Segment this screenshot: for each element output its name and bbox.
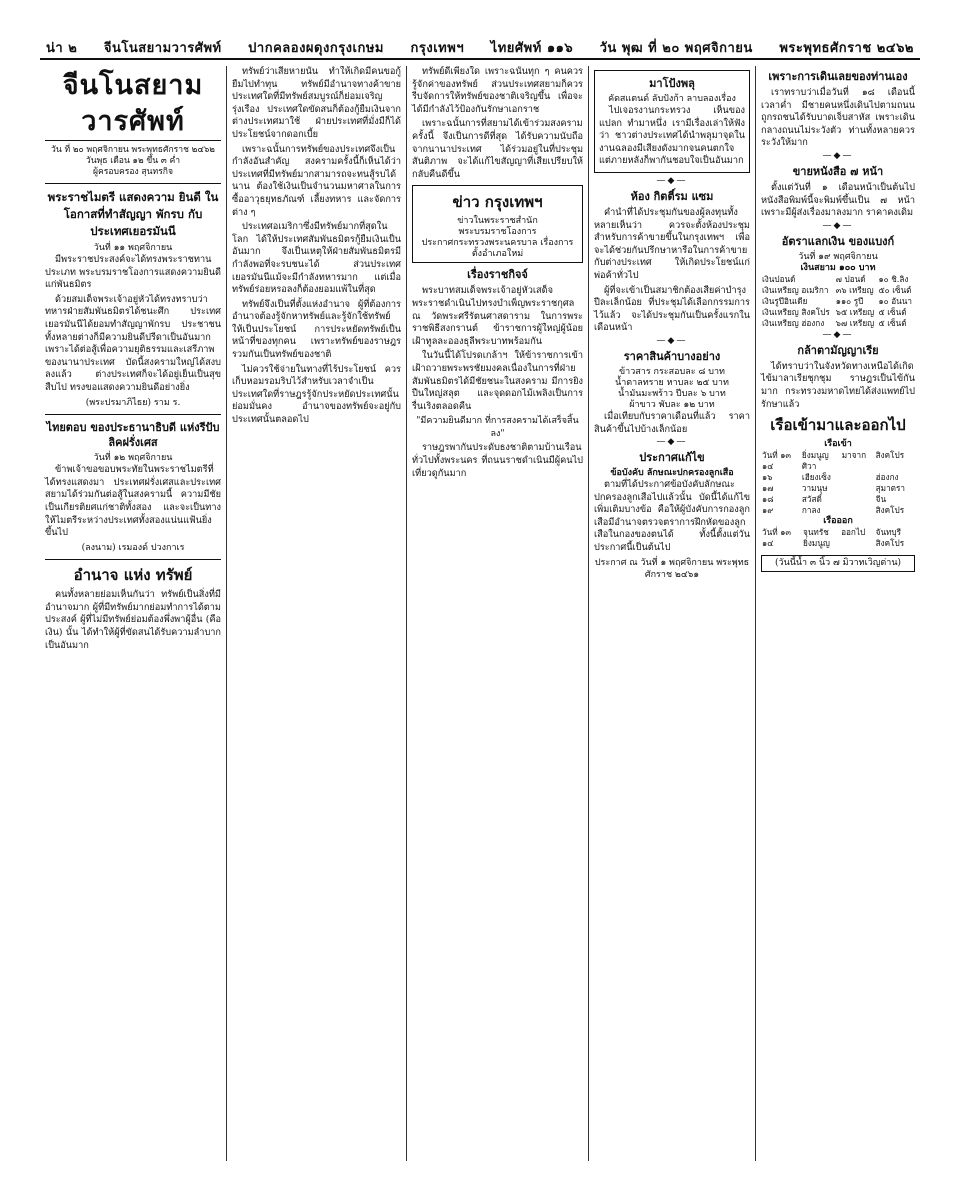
ship-row	[761, 494, 915, 505]
article-paragraph: ได้ทราบว่าในจังหวัดทางเหนือได้เกิดไข้มาลาเรียชุกชุม ราษฎรเป็นไข้กันมาก กระทรวงมหาดไทยได้ส่งแพทย์ไปรักษาแล้ว	[761, 360, 915, 410]
notice-box	[594, 70, 750, 173]
section-bullet: พระบรมราชโองการ	[458, 227, 537, 238]
table-cell: ๑๖	[762, 472, 773, 483]
rates-date: วันที่ ๑๙ พฤศจิกายน	[798, 251, 878, 262]
table-cell: มาจาก	[841, 450, 867, 461]
price-list	[594, 367, 750, 411]
table-cell: วันที่ ๑๓	[762, 527, 791, 538]
ship-row	[761, 461, 915, 472]
column-name: ปากคลองผดุงกรุงเกษม	[248, 40, 384, 56]
article-paragraph: ไม่ควรใช้จ่ายในทางที่ไร้ประโยชน์ ควรเก็บหอมรอมริบไว้สำหรับเวลาจำเป็น ประเทศใดที่ราษฎรรู้จักประหยัดประเทศนั้นย่อมมั่นคง อำนาจของทรัพย์จะอยู่กับประเทศนั้นตลอดไป	[232, 363, 401, 426]
ornament-divider: —◆—	[656, 437, 688, 448]
column-3	[406, 66, 588, 1161]
table-cell: ๑๙	[762, 505, 774, 516]
ship-row	[761, 472, 915, 483]
subheading: คัดสแตนด์ ลับปังก้า ลาบลองเรื่อง	[608, 94, 736, 104]
article-paragraph: เพราะฉนั้นการทรัพย์ของประเทศจึงเป็นกำลังอันสำคัญ สงครามครั้งนี้ก็เห็นได้ว่าประเทศที่มีทรัพย์มากสามารถจะทนสู้รบได้นาน ต้องใช้เงินเป็นจำนวนมหาศาลในการซื้ออาวุธยุทธภัณฑ์ เลี้ยงทหาร และจัดการต่าง ๆ	[232, 143, 401, 218]
divider	[45, 414, 221, 415]
headline-reply: ไทยตอบ ของประธานาธิบดี แห่งรีปับลิคฝรั่งเศส	[46, 421, 220, 450]
nameplate: จีนโนสยามวารศัพท์	[45, 68, 221, 141]
table-cell: เงินรูปีอินเดีย	[762, 295, 808, 306]
table-cell	[841, 505, 875, 516]
table-cell	[841, 494, 875, 505]
headline-chamber: ห้อง กิตติ์รม แซม	[630, 189, 714, 203]
table-cell: ฮ่องกง	[875, 472, 899, 483]
tide-note: (วันนี้น้ำ ๓ นิ้ว ๗ มิวาทเวิญต่าน)	[761, 555, 915, 572]
table-cell: ๖๗ เหรียญ	[835, 317, 875, 328]
news-section-box	[412, 185, 583, 263]
column-2	[226, 66, 406, 1161]
ornament-divider: —◆—	[656, 175, 688, 186]
ornament-divider: —◆—	[822, 150, 854, 161]
table-cell	[841, 461, 875, 472]
ship-row	[761, 538, 915, 549]
price-item: น้ำตาลทราย หาบละ ๒๕ บาท	[615, 377, 729, 388]
ornament-divider: —◆—	[822, 220, 854, 231]
article-paragraph: ในวันนี้ได้โปรดเกล้าฯ ให้ข้าราชการเข้าเฝ้าถวายพระพรชัยมงคลเนื่องในการที่ฝ่ายสัมพันธมิตรได้มีชัยชนะในสงคราม มีการยิงปืนใหญ่สลุต และจุดดอกไม้เพลิงเป็นการรื่นเริงตลอดคืน	[412, 350, 583, 412]
article-paragraph: คำนำที่ได้ประชุมกันของผู้ลงทุนทั้งหลายเห็นว่า ควรจะตั้งห้องประชุมสำหรับการค้าขายขึ้นในกรุงเทพฯ เพื่อจะได้ช่วยกันปรึกษาหารือในการค้าขายกับต่างประเทศ ให้เกิดประโยชน์แก่พ่อค้าทั่วไป	[594, 206, 750, 281]
article-paragraph: ทรัพย์ว่าเสียหายนั้น ทำให้เกิดมีคนขอกู้ยืมไปทำทุน ทรัพย์มีอำนาจทางค้าขาย ประเทศใดที่มีทรัพย์สมบูรณ์ก็ย่อมเจริญรุ่งเรือง ประเทศใดขัดสนก็ต้องกู้ยืมเงินจากต่างประเทศมาใช้ ฝ่ายประเทศที่มั่งมีก็ได้ประโยชน์จากดอกเบี้ย	[232, 66, 401, 140]
headline-fireworks: มาโป้งพลุ	[649, 77, 695, 90]
notice-signoff: ประกาศ ณ วันที่ ๑ พฤศจิกายน พระพุทธศักราช ๒๔๖๑	[594, 557, 750, 581]
columns	[40, 66, 920, 1161]
meta-date: วัน ที่ ๒๐ พฤศจิกายน พระพุทธศักราช ๒๔๖๒	[51, 145, 215, 155]
article-paragraph: พระบาทสมเด็จพระเจ้าอยู่หัวเสด็จพระราชดำเนินไปทรงบำเพ็ญพระราชกุศล ณ วัดพระศรีรัตนศาสดาราม ในการพระราชพิธีสงกรานต์ ข้าราชการผู้ใหญ่ผู้น้อยเฝ้าทูลละอองธุลีพระบาทพร้อมกัน	[412, 285, 583, 347]
headline-malaria: กล้าตามัญญาเรีย	[797, 343, 879, 357]
dateline: วันที่ ๑๑ พฤศจิกายน	[93, 243, 173, 253]
table-cell: ๕ เซ็นต์	[878, 306, 907, 317]
headline-royal-message: พระราชไมตรี แสดงความ ยินดี ในโอกาสที่ทำสัญญา พักรบ กับ ประเทศเยอรมันนี	[47, 190, 219, 238]
table-cell: ๑๗	[762, 483, 774, 494]
table-cell: สิงคโปร	[875, 450, 905, 461]
table-cell: จุนทรัช	[803, 527, 829, 538]
running-header	[40, 36, 920, 60]
table-cell: เงินเหรียญ อเมริกา	[762, 284, 829, 295]
table-cell: ยิ่งมนูญ	[803, 538, 830, 549]
royal-signature: (พระปรมาภิไธย) ราม ร.	[85, 397, 181, 408]
ships-out-heading: เรือออก	[823, 516, 853, 527]
table-cell	[841, 483, 875, 494]
table-cell: สวัสดิ์	[801, 494, 822, 505]
paper-name: จีนโนสยามวารศัพท์	[103, 40, 222, 56]
article-paragraph: เมื่อเทียบกับราคาเดือนที่แล้ว ราคาสินค้าขึ้นไปบ้างเล็กน้อย	[594, 410, 750, 435]
table-cell: ยิ่งมนูญ	[801, 450, 829, 461]
subheading: ข้อบังคับ ลักษณะปกครองลูกเสือ	[610, 468, 734, 479]
exchange-rate-table	[761, 274, 915, 329]
issue-number: ไทยศัพท์ ๑๑๖	[490, 40, 574, 56]
headline-seven-pages: ขายหนังสือ ๗ หน้า	[792, 164, 884, 178]
table-cell: ๖๕ เหรียญ	[835, 306, 875, 317]
ship-row	[761, 483, 915, 494]
article-paragraph: ด้วยสมเด็จพระเจ้าอยู่หัวได้ทรงทราบว่า ทหารฝ่ายสัมพันธมิตรได้ชนะศึก ประเทศเยอรมันนีได้ยอมทำสัญญาพักรบ ประชาชนทั้งหลายต่างก็มีความยินดีปรีดาเป็นอันมาก เพราะได้ต่อสู้เพื่อความยุติธรรมและเสรีภาพของนานาประเทศ บัดนี้สงครามใหญ่ได้สงบลงแล้ว ต่างประเทศก็จะได้อยู่เย็นเป็นสุขสืบไป ทรงขอแสดงความยินดีอย่างยิ่ง	[45, 293, 221, 393]
article-paragraph: ไปเจอรงานกระทรวง เห็นของแปลก ทำมาหนึ่ง เรามีเรื่องเล่าให้ฟังว่า ชาวต่างประเทศได้นำพลุมาจุดในงานฉลองมีเสียงดังมากจนคนตกใจ แต่ภายหลังก็พากันชอบใจเป็นอันมาก	[599, 105, 745, 167]
article-paragraph: เพราะฉนั้นการที่สยามได้เข้าร่วมสงครามครั้งนี้ จึงเป็นการดีที่สุด ได้รับความนับถือจากนานาประเทศ ได้ร่วมอยู่ในที่ประชุมสันติภาพ จะได้แก้ไขสัญญาที่เสียเปรียบให้กลับคืนดีขึ้น	[412, 118, 583, 180]
rate-row	[761, 285, 915, 296]
ships-in-table	[761, 450, 915, 516]
table-cell: ๑๑๐ รูปี	[835, 295, 864, 306]
table-cell: ๗ ปอนด์	[835, 273, 866, 284]
article-paragraph: ข้าพเจ้าขอขอบพระทัยในพระราชไมตรีที่ได้ทรงแสดงมา ประเทศฝรั่งเศสและประเทศสยามได้ร่วมกันต่อสู้ในสงครามนี้ ความมีชัยเป็นเกียรติยศแก่ชาติทั้งสอง และจะเป็นทางให้ไมตรีระหว่างประเทศทั้งสองแน่นแฟ้นยิ่งขึ้นไป	[45, 464, 221, 539]
table-cell: เฮียงเซ็ง	[801, 472, 831, 483]
table-cell: วามนุษ	[801, 483, 828, 494]
article-paragraph: ทรัพย์ดีเพียงใด เพราะฉนั้นทุก ๆ คนควรรู้จักค่าของทรัพย์ ส่วนประเทศสยามก็ควรรีบจัดการให้ทรัพย์ของชาติเจริญขึ้น เพื่อจะได้มีกำลังไว้ป้องกันรักษาเอกราช	[412, 66, 583, 115]
table-cell: เงินเหรียญ ฮ่องกง	[762, 317, 825, 328]
article-paragraph: ราษฎรพากันประดับธงชาติตามบ้านเรือนทั่วไปทั้งพระนคร ที่ถนนราชดำเนินมีผู้คนไปเที่ยวดูกันมาก	[412, 442, 583, 479]
headline-shipping: เรือเข้ามาและออกไป	[770, 416, 906, 435]
ships-out-table	[761, 527, 915, 549]
table-cell: เงินปอนด์	[762, 273, 796, 284]
page-number: น่า ๒	[46, 40, 78, 56]
headline-prices: ราคาสินค้าบางอย่าง	[623, 349, 721, 363]
table-cell: จันทบุรี	[875, 527, 902, 538]
article-paragraph: มีพระราชประสงค์จะได้ทรงพระราชทานประเภท พระบรมราชโองการแสดงความยินดีแก่พันธมิตร	[45, 254, 221, 291]
president-signature: (ลงนาม) เรมองด์ ปวงกาเร	[81, 542, 185, 553]
ornament-divider: —◆—	[822, 329, 854, 340]
quoted-statement: "มีความยินดีมาก ที่การสงครามได้เสร็จสิ้นลง"	[416, 416, 579, 439]
article-paragraph: ตามที่ได้ประกาศข้อบังคับลักษณะปกครองลูกเสือไปแล้วนั้น บัดนี้ได้แก้ไขเพิ่มเติมบางข้อ คือให้ผู้บังคับการกองลูกเสือมีอำนาจตรวจตราการฝึกหัดของลูกเสือในกองของตนได้ ทั้งนี้ตั้งแต่วันประกาศนี้เป็นต้นไป	[594, 479, 750, 554]
rate-row	[761, 318, 915, 329]
headline-royal-affairs: เรื่องราชกิจจ์	[467, 268, 528, 282]
issue-date: วัน พุฒ ที่ ๒๐ พฤศจิกายน	[599, 40, 753, 56]
headline-power-of-wealth: อำนาจ แห่ง ทรัพย์	[73, 566, 193, 585]
table-cell: ออกไป	[841, 527, 866, 538]
ships-in-heading: เรือเข้า	[824, 439, 852, 450]
article-paragraph: เราทราบว่าเมื่อวันที่ ๑๘ เดือนนี้ เวลาค่ำ มีชายคนหนึ่งเดินไปตามถนน ถูกรถชนได้รับบาดเจ็บสาหัส เพราะเดินกลางถนนไม่ระวังตัว ท่านทั้งหลายควรระวังให้มาก	[761, 87, 915, 149]
price-item: น้ำมันมะพร้าว ปีบละ ๖ บาท	[618, 388, 726, 399]
price-item: ข้าวสาร กระสอบละ ๘ บาท	[619, 366, 725, 377]
headline-amendment: ประกาศแก้ไข	[639, 451, 705, 465]
rate-row	[761, 296, 915, 307]
article-paragraph: ตั้งแต่วันที่ ๑ เดือนหน้าเป็นต้นไป หนังสือพิมพ์นี้จะพิมพ์ขึ้นเป็น ๗ หน้า เพราะมีผู้ส่งเรื่องมาลงมาก ราคาคงเดิม	[761, 181, 915, 219]
table-cell: จีน	[875, 494, 887, 505]
article-paragraph: ผู้ที่จะเข้าเป็นสมาชิกต้องเสียค่าบำรุงปีละเล็กน้อย ที่ประชุมได้เลือกกรรมการไว้แล้ว จะได้ประชุมกันเป็นครั้งแรกในเดือนหน้า	[594, 284, 750, 334]
table-cell: ๕ เซ็นต์	[878, 317, 907, 328]
rates-base: เงินสยาม ๑๐๐ บาท	[800, 262, 876, 273]
headline-exchange-rates: อัตราแลกเงิน ของแบงก์	[781, 234, 895, 248]
section-bullet: ข่าวในพระราชสำนัก	[457, 216, 538, 227]
dateline: วันที่ ๑๒ พฤศจิกายน	[93, 453, 173, 464]
table-cell: ๑๐ อันนา	[878, 295, 912, 306]
table-cell: ๑๐ ชิ.ลิง	[878, 273, 909, 284]
table-cell: ๓๖ เหรียญ	[835, 284, 874, 295]
table-cell: สุมาตรา	[875, 483, 905, 494]
ship-row	[761, 450, 915, 461]
table-cell: ๑๘	[762, 494, 774, 505]
ship-row	[761, 505, 915, 516]
table-cell: สิงคโปร	[875, 538, 905, 549]
table-cell: ๕๐ เซ็นต์	[878, 284, 912, 295]
table-cell: ๑๔	[762, 538, 774, 549]
column-5	[755, 66, 920, 1161]
table-cell	[841, 472, 875, 483]
article-paragraph: ทรัพย์จึงเป็นที่ตั้งแห่งอำนาจ ผู้ที่ต้องการอำนาจต้องรู้จักหาทรัพย์และรู้จักใช้ทรัพย์ให้เป็นประโยชน์ การประหยัดทรัพย์เป็นหน้าที่ของทุกคน เพราะทรัพย์ของราษฎรรวมกันเป็นทรัพย์ของชาติ	[232, 298, 401, 361]
table-cell	[840, 538, 875, 549]
table-cell: ๑๔	[762, 461, 774, 472]
section-title-bangkok-news: ข่าว กรุงเทพฯ	[452, 193, 543, 212]
meta-publisher: ผู้ครอบครอง สุนทรกิจ	[92, 167, 174, 177]
table-cell: สิงคโปร	[875, 505, 905, 516]
city-name: กรุงเทพฯ	[410, 40, 465, 56]
divider	[45, 559, 221, 560]
column-1	[40, 66, 226, 1161]
section-bullet: ประกาศกระทรวงพระนครบาล เรื่องการตั้งอำเภอใหม่	[421, 238, 574, 260]
issue-year: พระพุทธศักราช ๒๔๖๒	[779, 40, 914, 56]
price-item: ผ้าขาว พับละ ๑๒ บาท	[629, 399, 715, 410]
article-paragraph: ประเทศอเมริกาซึ่งมีทรัพย์มากที่สุดในโลก ได้ให้ประเทศสัมพันธมิตรกู้ยืมเงินเป็นอันมาก จึงเป็นเหตุให้ฝ่ายสัมพันธมิตรมีกำลังพอที่จะรบชนะได้ ส่วนประเทศเยอรมันนีแม้จะมีกำลังทหารมาก แต่เมื่อทรัพย์ร่อยหรอลงก็ต้องยอมแพ้ในที่สุด	[232, 221, 401, 296]
rate-row	[761, 274, 915, 285]
article-paragraph: คนทั้งหลายย่อมเห็นกันว่า ทรัพย์เป็นสิ่งที่มีอำนาจมาก ผู้ที่มีทรัพย์มากย่อมทำการได้ตามประสงค์ ผู้ที่ไม่มีทรัพย์ย่อมต้องพึ่งพาผู้อื่น (คือเงิน) นั้น ได้ทำให้ผู้ที่ขัดสนได้รับความลำบากเป็นอันมาก	[45, 589, 221, 651]
table-cell	[875, 461, 915, 472]
table-cell: วันที่ ๑๓	[762, 450, 791, 461]
meta-lunar-date: วันพุธ เดือน ๑๒ ขึ้น ๓ ค่ำ	[85, 156, 181, 166]
table-cell: กาลง	[801, 505, 821, 516]
ornament-divider: —◆—	[656, 335, 688, 346]
rate-row	[761, 307, 915, 318]
table-cell: ศิวา	[801, 461, 817, 472]
ship-row	[761, 527, 915, 538]
headline-own-walking: เพราะการเดินเลยของท่านเอง	[768, 70, 908, 83]
divider	[45, 183, 221, 184]
newspaper-page	[40, 36, 920, 1164]
column-4	[588, 66, 755, 1161]
table-cell: เงินเหรียญ สิงคโปร	[762, 306, 830, 317]
